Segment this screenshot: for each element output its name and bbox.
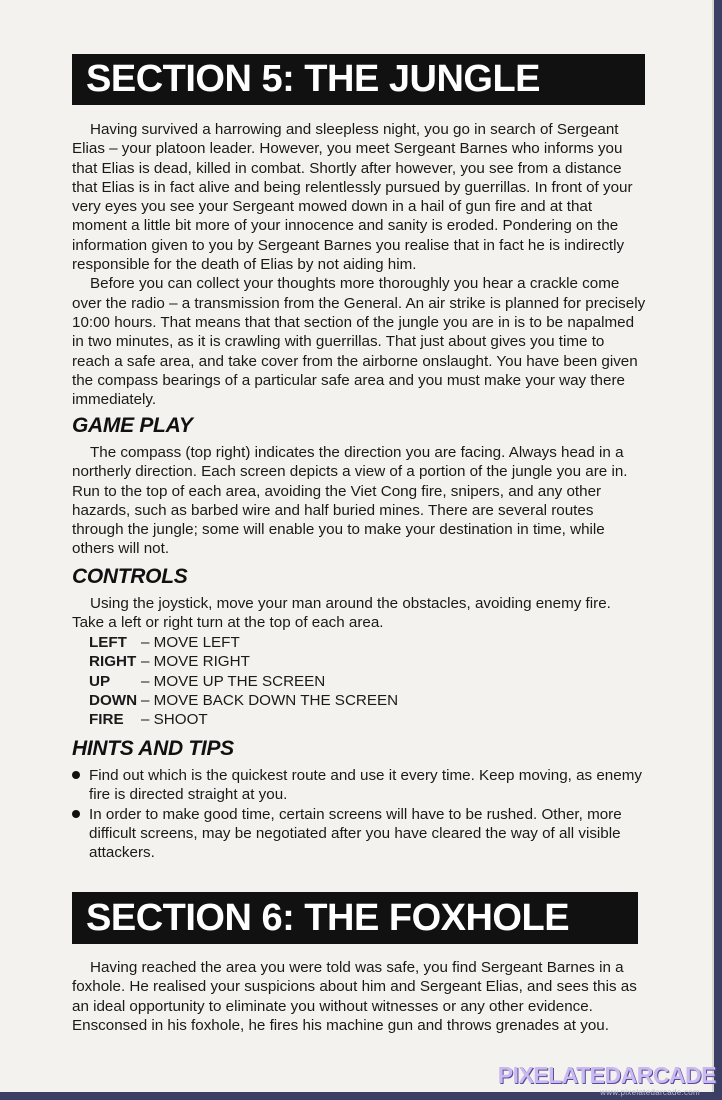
list-item: In order to make good time, certain screens will have to be rushed. Other, more difficult screens, may be negotiated after you have cleared the way of all visible attackers. (72, 805, 646, 863)
section-5-title: SECTION 5: THE JUNGLE (72, 54, 645, 105)
section-6-intro: Having reached the area you were told was safe, you find Sergeant Barnes in a foxhole. He realised your suspicions about him and Sergeant Elias, and sees this as an ideal opportunity to eliminate you without witnesses or any other evidence. Ensconsed in his foxhole, he fires his machine gun and throws grenades at you. (72, 959, 637, 1034)
intro-paragraph-2: Before you can collect your thoughts more thoroughly you hear a crackle come over the radio – a transmission from the General. An air strike is planned for precisely 10:00 hours. That means that that section of the jungle you are in is to be napalmed in two minutes, as it is crawling with guerrillas. That just about gives you time to reach a safe area, and take cover from the airborne onslaught. You have been given the compass bearings of a particular safe area and you must make your way there immediately. (72, 275, 646, 409)
intro-paragraph-1: Having survived a harrowing and sleepless night, you go in search of Sergeant Elias – your platoon leader. However, you meet Sergeant Barnes who informs you that Elias is dead, killed in combat. Shortly after however, you see from a distance that Elias is in fact alive and being relentlessly pursued by guerrillas. In front of your very eyes you see your Sergeant mowed down in a hail of gun fire and at that moment a little bit more of your innocence and sanity is eroded. Pondering on the information given to you by Sergeant Barnes you realise that in fact he is indirectly responsible for the death of Elias by not aiding him. (72, 121, 633, 274)
watermark-brand: PIXELATEDARCADE (497, 1062, 716, 1088)
control-row: DOWN – MOVE BACK DOWN THE SCREEN (89, 691, 399, 709)
bullet-icon (72, 810, 80, 818)
control-row: LEFT – MOVE LEFT (89, 634, 240, 651)
gameplay-heading: GAME PLAY (72, 414, 193, 437)
bullet-icon (72, 771, 80, 779)
controls-list (89, 633, 398, 729)
hints-list (72, 766, 646, 862)
control-row: RIGHT – MOVE RIGHT (89, 653, 250, 671)
section-5-intro (72, 120, 646, 409)
section-6-title: SECTION 6: THE FOXHOLE (72, 892, 638, 944)
control-row: FIRE – SHOOT (89, 711, 208, 729)
hints-heading: HINTS AND TIPS (72, 737, 234, 760)
gameplay-text: The compass (top right) indicates the direction you are facing. Always head in a northerly direction. Each screen depicts a view of a portion of the jungle you are in. Run to the top of each area, avoiding the Viet Cong fire, snipers, and any other hazards, such as barbed wire and half buried mines. There are several routes through the jungle; some will enable you to make your destination in time, while others will not. (72, 444, 628, 558)
control-row: UP – MOVE UP THE SCREEN (89, 672, 326, 690)
list-item: Find out which is the quickest route and use it every time. Keep moving, as enemy fire is directed straight at you. (72, 766, 646, 805)
controls-heading: CONTROLS (72, 565, 188, 588)
watermark-url: www.pixelatedarcade.com (600, 1088, 700, 1097)
controls-text: Using the joystick, move your man around the obstacles, avoiding enemy fire. Take a left or right turn at the top of each area. (72, 595, 611, 632)
